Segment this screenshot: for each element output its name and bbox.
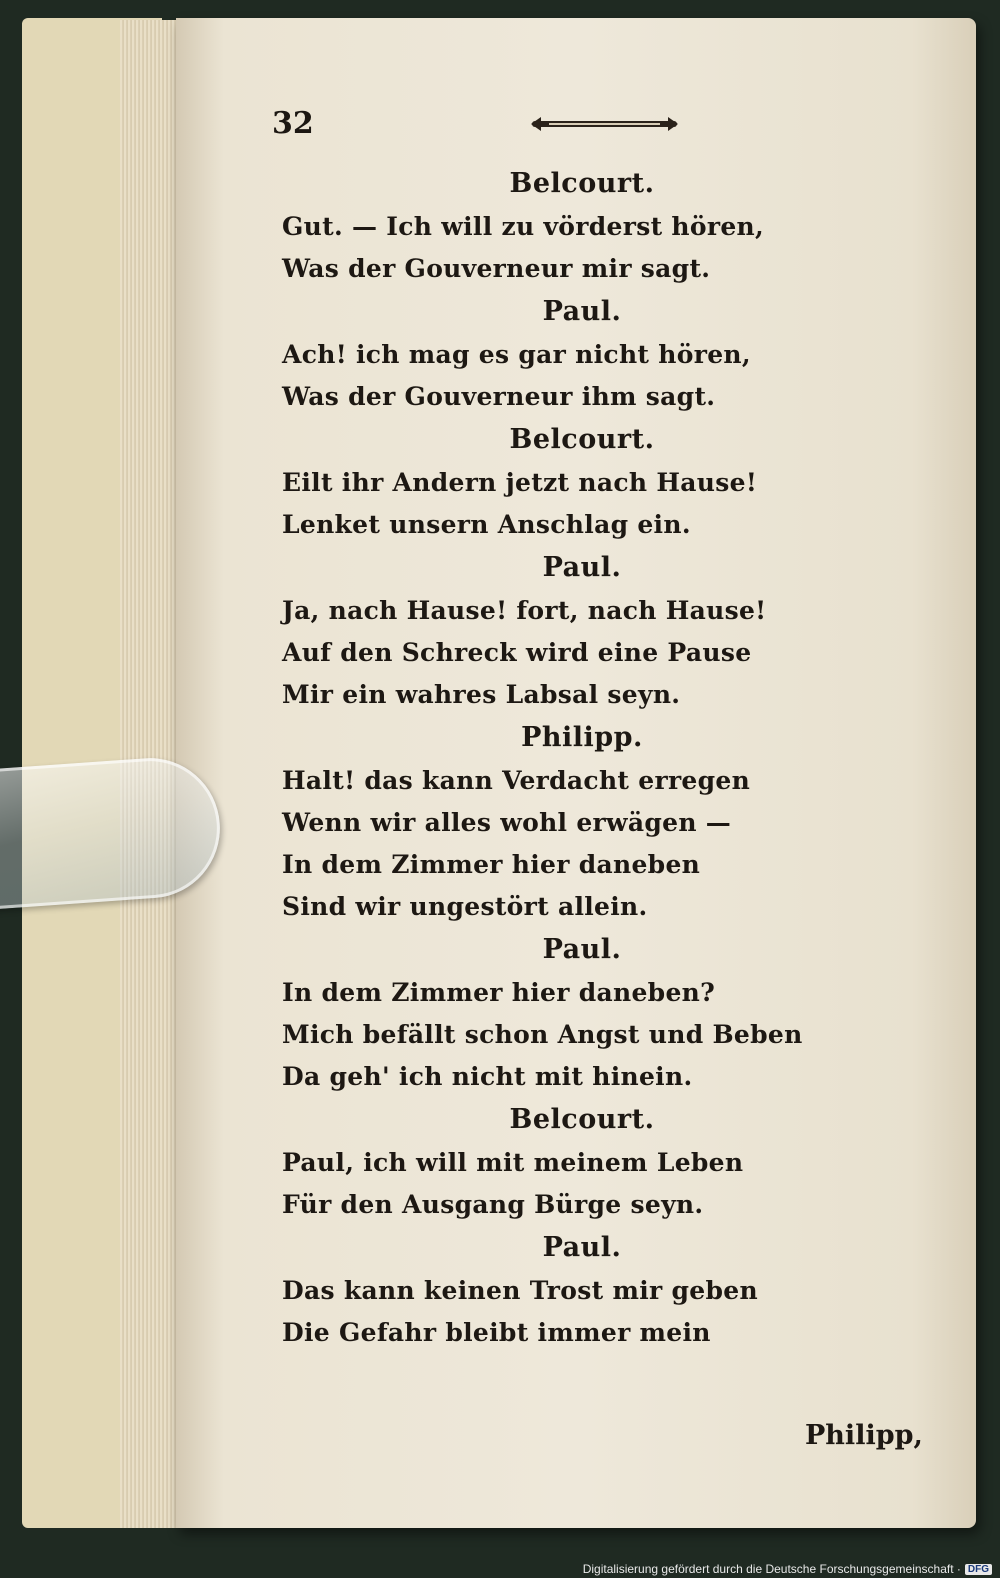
page-header bbox=[272, 106, 712, 146]
page-number: 32 bbox=[272, 106, 314, 141]
verse-line: Für den Ausgang Bürge seyn. bbox=[282, 1190, 704, 1219]
speaker-name: Paul. bbox=[542, 552, 622, 583]
verse-line: Eilt ihr Andern jetzt nach Hause! bbox=[282, 468, 758, 497]
verse-text-block bbox=[282, 162, 822, 1354]
verse-line: Gut. — Ich will zu vörderst hören, bbox=[282, 212, 765, 241]
verse-line: Paul, ich will mit meinem Leben bbox=[282, 1148, 744, 1177]
speaker-name: Philipp. bbox=[521, 722, 643, 753]
verse-line: In dem Zimmer hier daneben bbox=[282, 850, 701, 879]
verse-line: Mir ein wahres Labsal seyn. bbox=[282, 680, 681, 709]
verse-line: Da geh' ich nicht mit hinein. bbox=[282, 1062, 693, 1091]
verse-line: Mich befällt schon Angst und Beben bbox=[282, 1020, 803, 1049]
speaker-name: Belcourt. bbox=[509, 424, 655, 455]
verse-line: In dem Zimmer hier daneben? bbox=[282, 978, 716, 1007]
verse-line: Das kann keinen Trost mir geben bbox=[282, 1276, 758, 1305]
speaker-name: Paul. bbox=[542, 296, 622, 327]
speaker-name: Belcourt. bbox=[509, 1104, 655, 1135]
verse-line: Wenn wir alles wohl erwägen — bbox=[282, 808, 732, 837]
verse-line: Ja, nach Hause! fort, nach Hause! bbox=[282, 596, 767, 625]
verse-line: Lenket unsern Anschlag ein. bbox=[282, 510, 691, 539]
verse-line: Was der Gouverneur ihm sagt. bbox=[282, 382, 716, 411]
verse-line: Sind wir ungestört allein. bbox=[282, 892, 648, 921]
verse-line: Die Gefahr bleibt immer mein bbox=[282, 1318, 711, 1347]
dfg-logo-badge: DFG bbox=[965, 1564, 992, 1575]
speaker-name: Paul. bbox=[542, 1232, 622, 1263]
catchword: Philipp, bbox=[805, 1420, 923, 1451]
verse-line: Ach! ich mag es gar nicht hören, bbox=[282, 340, 751, 369]
verse-line: Was der Gouverneur mir sagt. bbox=[282, 254, 711, 283]
footer-text: Digitalisierung gefördert durch die Deutsche Forschungsgemeinschaft · bbox=[582, 1562, 961, 1576]
digitization-footer bbox=[583, 1562, 992, 1576]
ornament-rule-icon bbox=[527, 112, 682, 136]
speaker-name: Belcourt. bbox=[509, 168, 655, 199]
verse-line: Auf den Schreck wird eine Pause bbox=[282, 638, 752, 667]
speaker-name: Paul. bbox=[542, 934, 622, 965]
verse-line: Halt! das kann Verdacht erregen bbox=[282, 766, 751, 795]
